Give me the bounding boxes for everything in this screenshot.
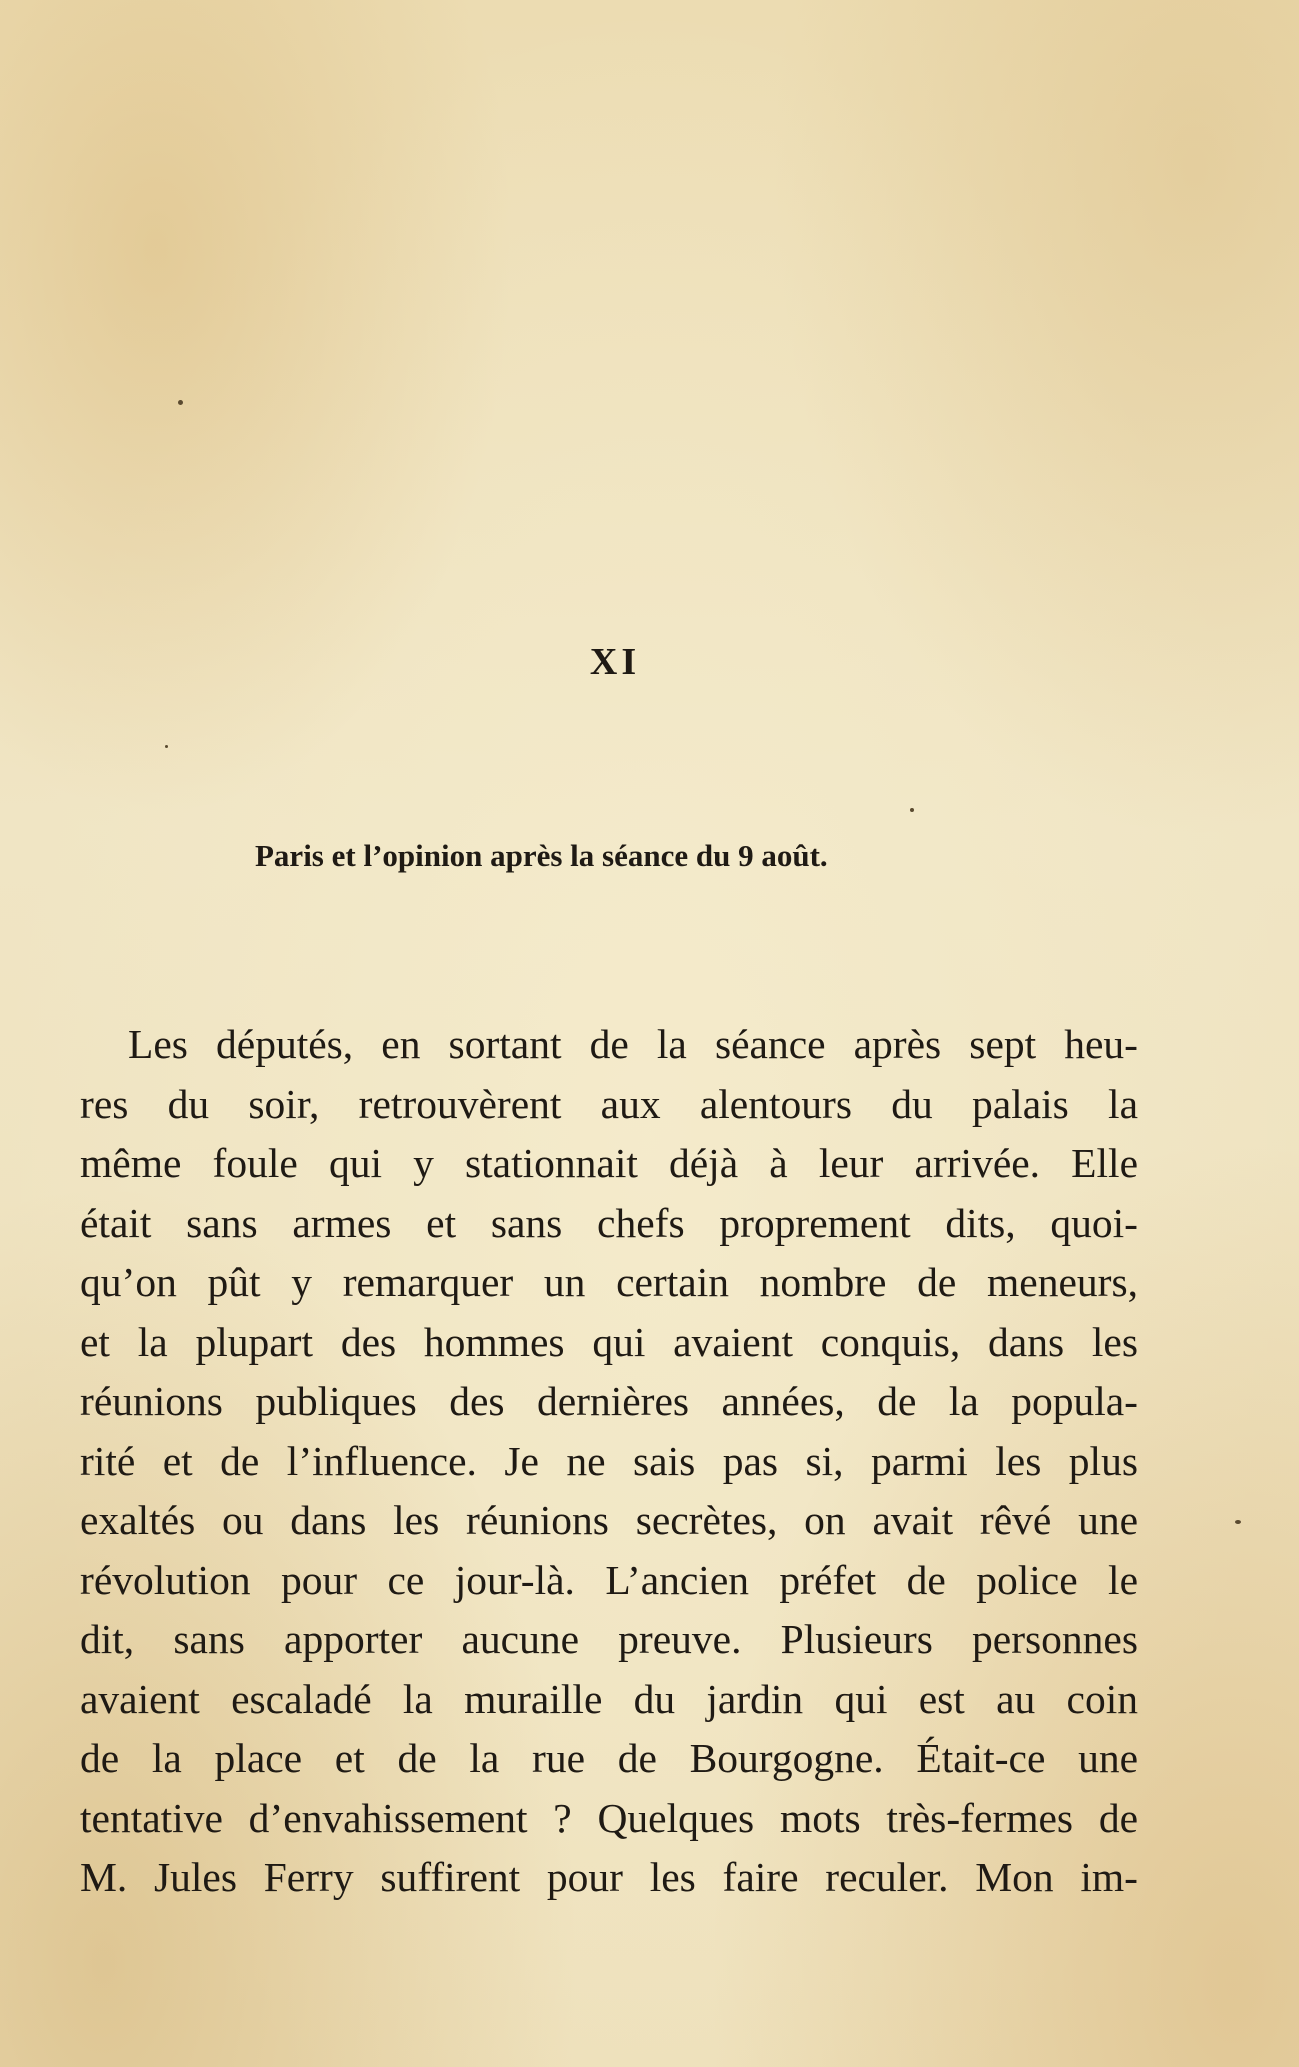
chapter-number: XI xyxy=(589,641,641,683)
text-line: tentative d’envahissement ? Quelques mots très-fermes de xyxy=(80,1794,1138,1841)
text-line: de la place et de la rue de Bourgogne. Était-ce une xyxy=(80,1735,1138,1781)
text-line: révolution pour ce jour-là. L’ancien préfet de police le xyxy=(80,1556,1138,1603)
chapter-title: Paris et l’opinion après la séance du 9 août. xyxy=(255,838,828,873)
paper-speck xyxy=(910,808,914,812)
paper-speck xyxy=(178,400,183,405)
paper-speck xyxy=(165,745,168,748)
text-line: et la plupart des hommes qui avaient conquis, dans les xyxy=(80,1318,1138,1365)
body-text xyxy=(80,1015,1138,1908)
text-line: réunions publiques des dernières années, de la popula- xyxy=(80,1378,1138,1424)
paper-speck xyxy=(1235,1520,1241,1524)
text-line: dit, sans apporter aucune preuve. Plusieurs personnes xyxy=(80,1616,1138,1662)
text-line: exaltés ou dans les réunions secrètes, on avait rêvé une xyxy=(80,1497,1138,1543)
text-line: rité et de l’influence. Je ne sais pas si, parmi les plus xyxy=(80,1437,1138,1484)
text-line: avaient escaladé la muraille du jardin qui est au coin xyxy=(80,1675,1138,1722)
text-line: Les députés, en sortant de la séance après sept heu- xyxy=(128,1021,1138,1067)
text-line: était sans armes et sans chefs proprement dits, quoi- xyxy=(80,1199,1138,1246)
text-line: même foule qui y stationnait déjà à leur arrivée. Elle xyxy=(80,1140,1138,1186)
text-line: qu’on pût y remarquer un certain nombre de meneurs, xyxy=(80,1259,1138,1305)
text-line: res du soir, retrouvèrent aux alentours du palais la xyxy=(80,1080,1138,1127)
text-line: M. Jules Ferry suffirent pour les faire reculer. Mon im- xyxy=(80,1854,1138,1900)
